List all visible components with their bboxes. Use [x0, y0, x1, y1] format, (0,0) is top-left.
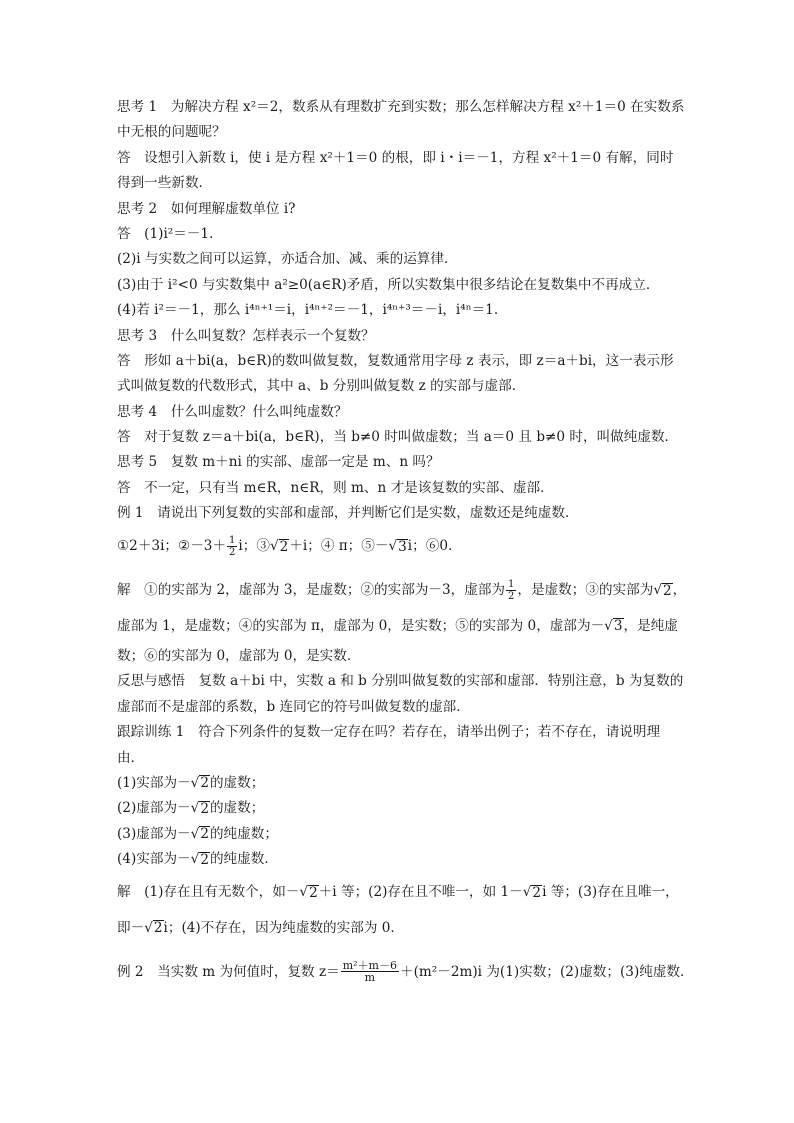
sqrt-2: √ 2 [190, 825, 209, 843]
answer2-item4: (4)若 i²＝－1，那么 i⁴ⁿ⁺¹＝i，i⁴ⁿ⁺²＝－1，i⁴ⁿ⁺³＝－i，i⁴ⁿ＝1. [117, 302, 499, 319]
sqrt-2: √ 2 [299, 884, 318, 901]
solution2-line1: 解 (1)存在且有无数个，如－ √ 2 ＋i 等；(2)存在且不唯一，如 1－ √ 2 i 等；(3)存在且唯一， [117, 876, 683, 908]
answer2-item2: (2)i 与实数之间可以运算，亦适合加、减、乘的运算律． [117, 251, 458, 268]
track-training-title: 跟踪训练 1 符合下列条件的复数一定存在吗？若存在，请举出例子；若不存在，请说明理 [117, 724, 661, 741]
solution2-line2: 即－ √ 2 i；(4)不存在，因为纯虚数的实部为 0. [117, 912, 683, 944]
answer3-line1: 答 形如 a＋bi(a，b∈R)的数叫做复数，复数通常用字母 z 表示，即 z＝a＋bi，这一表示形 [117, 352, 674, 369]
document-content [117, 96, 694, 991]
sqrt-2: √ 2 [190, 800, 209, 817]
think5-question: 思考 5 复数 m＋ni 的实部、虚部一定是 m、n 吗？ [117, 454, 440, 471]
track-item3: (3)虚部为－ √ 2 的纯虚数； [117, 823, 683, 845]
answer3-line2: 式叫做复数的代数形式，其中 a、b 分别叫做复数 z 的实部与虚部． [117, 378, 526, 395]
fraction-one-half: $\frac{1}{2}$ [229, 534, 236, 558]
example1-items: ①2＋3i；②－3＋ $\frac{1}{2}$ i；③ √ 2 ＋i；④ π；⑤－ √ 3 i；⑥0. [117, 530, 683, 562]
think2-question: 思考 2 如何理解虚数单位 i? [117, 200, 296, 217]
answer1-line2: 得到一些新数． [117, 175, 213, 192]
track-training-title-end: 由． [117, 749, 145, 766]
example1-title: 例 1 请说出下列复数的实部和虚部，并判断它们是实数，虚数还是纯虚数． [117, 505, 579, 522]
sqrt-2: √ 2 [522, 884, 542, 901]
sqrt-2: √ 2 [144, 919, 163, 937]
fraction-m-expression: $\frac{\text{m²＋m－6}}{m}$ [342, 959, 397, 985]
think1-line1: 思考 1 为解决方程 x²＝2，数系从有理数扩充到实数；那么怎样解决方程 x²＋1＝0 在实数系 [117, 99, 685, 115]
answer2-item1: 答 (1)i²＝－1. [117, 225, 214, 242]
think1-line2: 中无根的问题呢？ [117, 124, 226, 141]
reflect-line2: 虚部而不是虚部的系数，b 连同它的符号叫做复数的虚部． [117, 698, 470, 715]
sqrt-2: √ 2 [190, 851, 209, 868]
solution1-line2 [117, 610, 683, 642]
solution1-line1 [117, 574, 687, 606]
answer5-line: 答 不一定，只有当 m∈R，n∈R，则 m、n 才是该复数的实部、虚部． [117, 479, 554, 496]
sqrt-2: √ 2 [653, 582, 672, 599]
sqrt-2: √ 2 [269, 538, 289, 555]
solution1-line3: 数；⑥的实部为 0，虚部为 0，是实数． [117, 648, 361, 665]
example2-line: 例 2 当实数 m 为何值时，复数 z＝ $\frac{\text{m²＋m－6}}{m}$ ＋(m²－2m)i 为(1)实数；(2)虚数；(3)纯虚数． [117, 959, 694, 985]
track-item4: (4)实部为－ √ 2 的纯虚数． [117, 848, 683, 870]
answer2-item3: (3)由于 i²<0 与实数集中 a²≥0(a∈R)矛盾，所以实数集中很多结论在复数集中不再成立． [117, 276, 660, 293]
answer1-line1: 答 设想引入新数 i，使 i 是方程 x²＋1＝0 的根，即 i・i＝－1，方程 x²＋1＝0 有解，同时 [117, 149, 674, 166]
track-item2: (2)虚部为－ √ 2 的虚数； [117, 797, 683, 819]
think3-question: 思考 3 什么叫复数？怎样表示一个复数？ [117, 327, 375, 344]
track-item1: (1)实部为－ √ 2 的虚数； [117, 772, 683, 794]
sqrt-3: √ 3 [604, 617, 623, 635]
solution1-line2-content: 虚部为 1，是虚数；④的实部为 π，虚部为 0，是实数；⑤的实部为 0，虚部为－ √ 3 ，是纯虚 [117, 610, 678, 642]
reflect-line1: 反思与感悟 复数 a＋bi 中，实数 a 和 b 分别叫做复数的实部和虚部．特别注意，b 为复数的 [117, 673, 684, 690]
sqrt-3: √ 3 [388, 538, 407, 555]
answer4-line: 答 对于复数 z＝a＋bi(a，b∈R)，当 b≠0 时叫做虚数；当 a＝0 且 b≠0 时，叫做纯虚数． [117, 429, 679, 446]
sqrt-2: √ 2 [190, 774, 209, 792]
fraction-one-half: $\frac{1}{2}$ [508, 579, 515, 603]
think4-question: 思考 4 什么叫虚数？什么叫纯虚数？ [117, 403, 348, 420]
solution1-line1-left: 解 ①的实部为 2，虚部为 3，是虚数；②的实部为－3，虚部为 $\frac{1}{2}$ ，是虚数；③的实部为 √ 2 ， [117, 574, 686, 606]
